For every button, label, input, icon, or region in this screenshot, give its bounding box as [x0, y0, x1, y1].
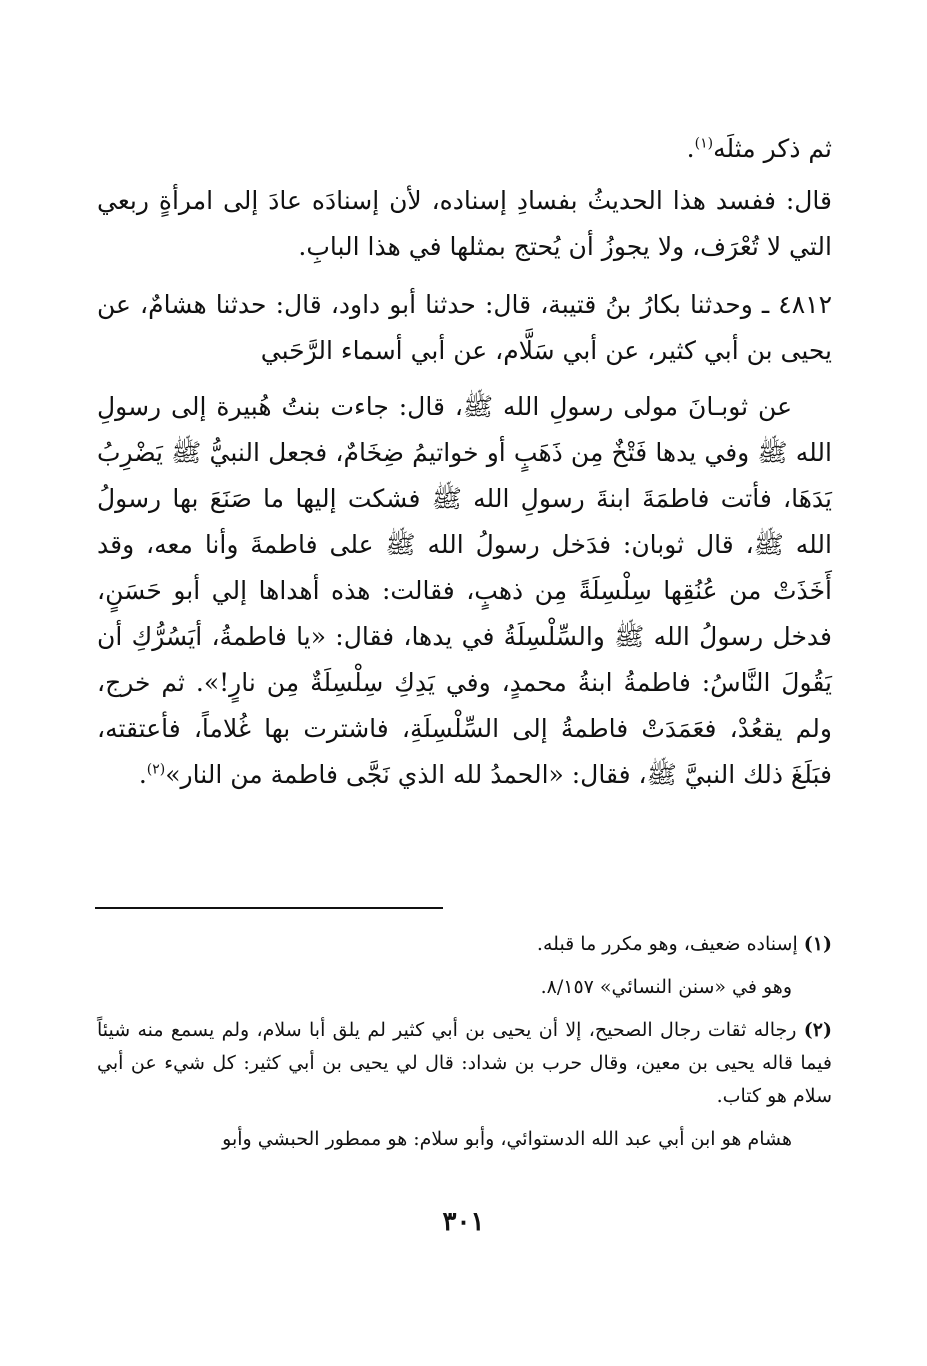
page-number: ٣٠١	[442, 1207, 485, 1237]
footnote-ref-2: (٢)	[146, 761, 166, 778]
footnote-ref-1: (١)	[694, 135, 714, 152]
footnote-1-text: إسناده ضعيف، وهو مكرر ما قبله.	[536, 933, 798, 955]
footnote-separator	[95, 907, 443, 909]
footnote-1-number: (١)	[803, 933, 832, 955]
hadith-isnad: ٤٨١٢ ـ وحدثنا بكارُ بنُ قتيبة، قال: حدثنا أبو داود، قال: حدثنا هشامٌ، عن يحيى بن أبي كثير، عن أبي سَلَّام، عن أبي أسماء الرَّحَبي	[97, 290, 832, 365]
paragraph-1	[97, 126, 832, 172]
paragraph-1-end: .	[686, 134, 695, 163]
paragraph-1-text: ثم ذكر مثلَه	[713, 134, 832, 163]
footnote-2-continuation: هشام هو ابن أبي عبد الله الدستوائي، وأبو سلام: هو ممطور الحبشي وأبو	[222, 1128, 792, 1150]
footnote-1	[97, 928, 832, 961]
footnote-2	[97, 1014, 832, 1113]
hadith-matn-end: .	[138, 760, 147, 789]
footnote-1-source: وهو في «سنن النسائي» ٨/١٥٧.	[540, 976, 792, 998]
main-text	[97, 126, 832, 810]
hadith-matn-text: عن ثوبـانَ مولى رسولِ الله ﷺ، قال: جاءت بنتُ هُبيرة إلى رسولِ الله ﷺ وفي يدها فَتْخٌ مِن ذَهَبٍ أو خواتيمُ ضِخَامٌ، فجعل النبيُّ ﷺ يَضْرِبُ يَدَهَا، فأتت فاطمَةَ ابنةَ رسولِ الله ﷺ فشكت إليها ما صَنَعَ بها رسولُ الله ﷺ، قال ثوبان: فدَخل رسولُ الله ﷺ على فاطمةَ وأنا معه، وقد أَخَذَتْ من عُنُقِها سِلْسِلَةً مِن ذهبٍ، فقالت: هذه أهداها إلي أبو حَسَنٍ، فدخل رسولُ الله ﷺ والسِّلْسِلَةُ في يدها، فقال: «يا فاطمةُ، أيَسُرُّكِ أن يَقُولَ النَّاسُ: فاطمةُ ابنةُ محمدٍ، وفي يَدِكِ سِلْسِلَةٌ مِن نارٍ!». ثم خرج، ولم يقعُدْ، فعَمَدَتْ فاطمةُ إلى السِّلْسِلَةِ، فاشترت بها غُلاماً، فأعتقته، فبَلَغَ ذلك النبيَّ ﷺ، فقال: «الحمدُ لله الذي نَجَّى فاطمة من النار»	[97, 392, 832, 789]
hadith-matn	[97, 384, 832, 798]
paragraph-2: قال: ففسد هذا الحديثُ بفسادِ إسناده، لأن إسنادَه عادَ إلى امرأةٍ ربعي التي لا تُعْرَف، ولا يجوزُ أن يُحتج بمثلها في هذا البابِ.	[97, 186, 832, 261]
footnotes	[97, 928, 832, 1166]
footnote-2-text: رجاله ثقات رجال الصحيح، إلا أن يحيى بن أبي كثير لم يلق أبا سلام، ولم يسمع منه شيئاً فيما قاله يحيى بن معين، وقال حرب بن شداد: قال لي يحيى بن أبي كثير: كل شيء عن أبي سلام هو كتاب.	[97, 1019, 832, 1107]
footnote-2-number: (٢)	[803, 1019, 832, 1041]
